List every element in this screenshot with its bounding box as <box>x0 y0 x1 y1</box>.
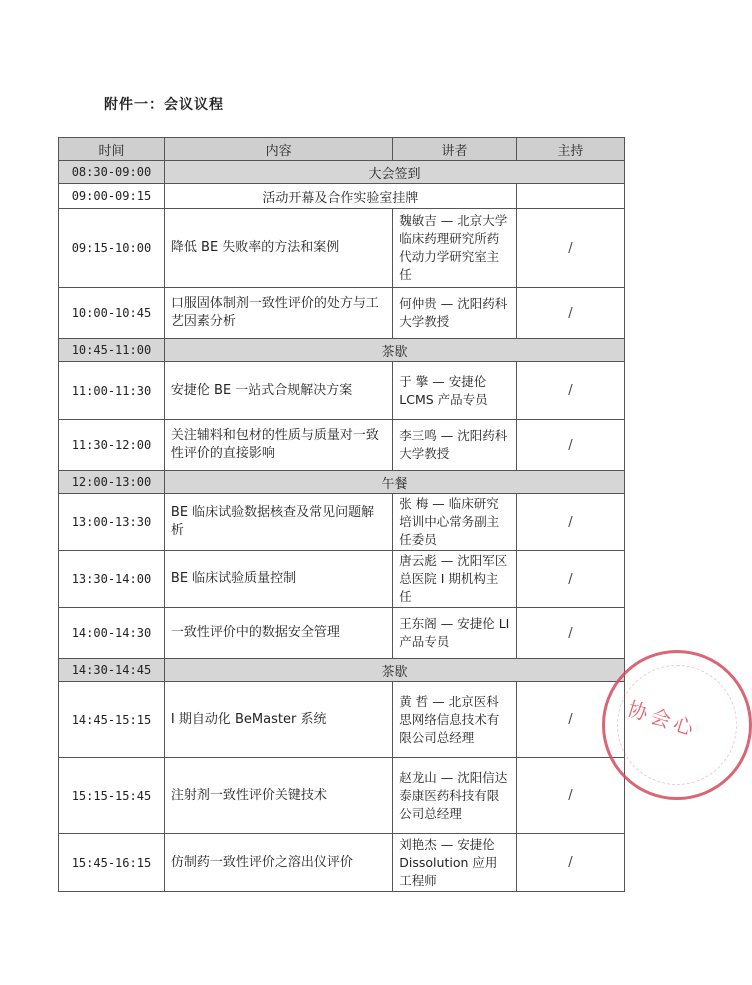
row-time: 14:00-14:30 <box>59 608 165 659</box>
row-speaker: 刘艳杰 — 安捷伦 Dissolution 应用工程师 <box>393 834 517 892</box>
table-row <box>59 659 625 682</box>
page-title: 附件一：会议议程 <box>104 97 224 113</box>
row-host: / <box>516 420 624 471</box>
row-speaker: 何仲贵 — 沈阳药科大学教授 <box>393 288 517 339</box>
row-speaker: 李三鸣 — 沈阳药科大学教授 <box>393 420 517 471</box>
header-content: 内容 <box>164 138 392 161</box>
row-label: 午餐 <box>164 471 624 494</box>
row-host: / <box>516 608 624 659</box>
table-row <box>59 608 625 659</box>
row-time: 14:45-15:15 <box>59 682 165 758</box>
table-row <box>59 161 625 184</box>
row-content: 注射剂一致性评价关键技术 <box>164 758 392 834</box>
table-row <box>59 209 625 288</box>
table-row <box>59 420 625 471</box>
row-time: 11:30-12:00 <box>59 420 165 471</box>
row-speaker: 唐云彪 — 沈阳军区总医院 I 期机构主任 <box>393 551 517 608</box>
row-time: 09:00-09:15 <box>59 184 165 209</box>
row-time: 10:45-11:00 <box>59 339 165 362</box>
row-content: I 期自动化 BeMaster 系统 <box>164 682 392 758</box>
row-content: 一致性评价中的数据安全管理 <box>164 608 392 659</box>
row-time: 10:00-10:45 <box>59 288 165 339</box>
table-row <box>59 362 625 420</box>
row-content: BE 临床试验数据核查及常见问题解析 <box>164 494 392 551</box>
row-speaker: 赵龙山 — 沈阳信达泰康医药科技有限公司总经理 <box>393 758 517 834</box>
row-host: / <box>516 362 624 420</box>
row-time: 14:30-14:45 <box>59 659 165 682</box>
row-host <box>516 184 624 209</box>
table-row <box>59 288 625 339</box>
row-time: 13:30-14:00 <box>59 551 165 608</box>
table-row <box>59 184 625 209</box>
row-host: / <box>516 682 624 758</box>
row-time: 15:15-15:45 <box>59 758 165 834</box>
row-content: 安捷伦 BE 一站式合规解决方案 <box>164 362 392 420</box>
row-host: / <box>516 758 624 834</box>
row-content: 口服固体制剂一致性评价的处方与工艺因素分析 <box>164 288 392 339</box>
agenda-table <box>58 137 625 892</box>
row-speaker: 王东阁 — 安捷伦 LI 产品专员 <box>393 608 517 659</box>
table-row <box>59 494 625 551</box>
seal-text: 协会心 <box>624 696 701 742</box>
row-label: 活动开幕及合作实验室挂牌 <box>164 184 516 209</box>
row-time: 12:00-13:00 <box>59 471 165 494</box>
row-content: 关注辅料和包材的性质与质量对一致性评价的直接影响 <box>164 420 392 471</box>
row-label: 茶歇 <box>164 339 624 362</box>
header-host: 主持 <box>516 138 624 161</box>
row-label: 茶歇 <box>164 659 624 682</box>
row-content: BE 临床试验质量控制 <box>164 551 392 608</box>
row-time: 11:00-11:30 <box>59 362 165 420</box>
row-time: 09:15-10:00 <box>59 209 165 288</box>
official-seal <box>602 650 752 800</box>
header-speaker: 讲者 <box>393 138 517 161</box>
header-time: 时间 <box>59 138 165 161</box>
row-label: 大会签到 <box>164 161 624 184</box>
table-row <box>59 471 625 494</box>
row-host: / <box>516 834 624 892</box>
row-host: / <box>516 209 624 288</box>
row-host: / <box>516 288 624 339</box>
row-content: 降低 BE 失败率的方法和案例 <box>164 209 392 288</box>
row-host: / <box>516 494 624 551</box>
table-header-row <box>59 138 625 161</box>
row-time: 13:00-13:30 <box>59 494 165 551</box>
table-row <box>59 339 625 362</box>
row-host: / <box>516 551 624 608</box>
row-speaker: 魏敏吉 — 北京大学临床药理研究所药代动力学研究室主任 <box>393 209 517 288</box>
table-row <box>59 551 625 608</box>
row-speaker: 于 擎 — 安捷伦 LCMS 产品专员 <box>393 362 517 420</box>
row-content: 仿制药一致性评价之溶出仪评价 <box>164 834 392 892</box>
row-time: 15:45-16:15 <box>59 834 165 892</box>
table-row <box>59 834 625 892</box>
row-speaker: 黄 哲 — 北京医科思网络信息技术有限公司总经理 <box>393 682 517 758</box>
table-row <box>59 758 625 834</box>
row-time: 08:30-09:00 <box>59 161 165 184</box>
table-row <box>59 682 625 758</box>
row-speaker: 张 梅 — 临床研究培训中心常务副主任委员 <box>393 494 517 551</box>
